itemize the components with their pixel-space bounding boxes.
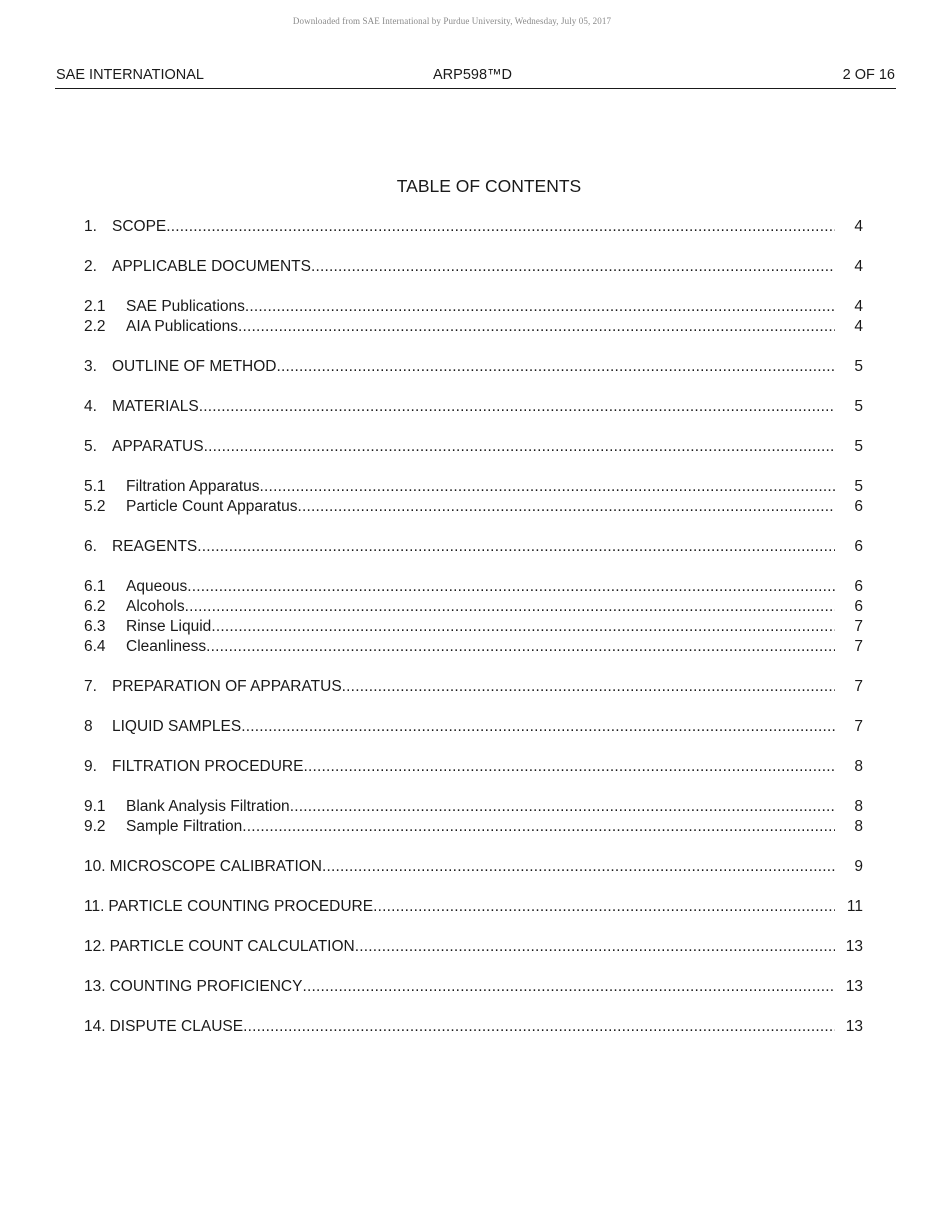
toc-entry-title: REAGENTS ..... [112,538,835,555]
toc-entry-page: 8 [854,798,863,815]
toc-entry[interactable] [84,1017,863,1037]
toc-entry[interactable] [84,297,863,317]
toc-title: TABLE OF CONTENTS [396,176,582,196]
toc-entry-title: AIA Publications ..... [126,318,835,335]
toc-entry-page: 7 [854,638,863,655]
toc-entry-page: 4 [854,318,863,335]
toc-entry[interactable] [84,637,863,657]
toc-entry-number: 6. [84,538,97,555]
toc-entry-title: FILTRATION PROCEDURE ..... [112,758,835,775]
toc-entry-page: 5 [854,478,863,495]
toc-entry-number: 2.1 [84,298,106,315]
toc-entry[interactable] [84,597,863,617]
toc-entry[interactable] [84,757,863,777]
toc-entry-number: 2. [84,258,97,275]
toc-entry-page: 11 [846,898,863,915]
toc-entry-number: 6.3 [84,618,106,635]
toc-entry-page: 4 [854,218,863,235]
toc-entry[interactable] [84,717,863,737]
toc-entry-page: 7 [854,678,863,695]
toc-entry-page: 6 [854,598,863,615]
toc-entry[interactable] [84,357,863,377]
toc-entry-page: 13 [845,1018,863,1035]
toc-entry[interactable] [84,897,863,917]
toc-entry[interactable] [84,217,863,237]
toc-entry-title: SAE Publications ..... [126,298,835,315]
toc-entry[interactable] [84,857,863,877]
toc-entry-title: SCOPE ..... [112,218,835,235]
toc-entry[interactable] [84,977,863,997]
header-page-number: 2 OF 16 [842,67,895,83]
toc-entry-title: MICROSCOPE CALIBRATION ..... [110,858,835,875]
toc-entry-title: PARTICLE COUNTING PROCEDURE ..... [108,898,835,915]
toc-entry-page: 4 [854,298,863,315]
toc-entry-number: 3. [84,358,97,375]
toc-entry-title: LIQUID SAMPLES ..... [112,718,835,735]
toc-entry[interactable] [84,477,863,497]
toc-entry[interactable] [84,537,863,557]
toc-entry-title: Sample Filtration ..... [126,818,835,835]
toc-entry[interactable] [84,437,863,457]
toc-entry-page: 13 [845,938,863,955]
toc-entry-title: DISPUTE CLAUSE ..... [110,1018,835,1035]
toc-entry-page: 5 [854,438,863,455]
toc-entry-page: 8 [854,758,863,775]
toc-entry-title: OUTLINE OF METHOD ..... [112,358,835,375]
toc-entry-page: 4 [854,258,863,275]
toc-entry-title: PREPARATION OF APPARATUS ..... [112,678,835,695]
toc-entry-number: 6.4 [84,638,106,655]
toc-entry-number: 5.1 [84,478,106,495]
toc-entry-number: 12. [84,938,106,955]
toc-entry[interactable] [84,257,863,277]
toc-entry-page: 7 [854,618,863,635]
toc-entry[interactable] [84,577,863,597]
toc-entry[interactable] [84,397,863,417]
toc-entry-number: 11. [84,898,105,915]
toc-entry-number: 1. [84,218,97,235]
toc-entry-page: 5 [854,358,863,375]
toc-entry-title: APPLICABLE DOCUMENTS ..... [112,258,835,275]
toc-entry-title: APPARATUS ..... [112,438,835,455]
toc-entry-title: PARTICLE COUNT CALCULATION ..... [110,938,835,955]
toc-entry-number: 14. [84,1018,106,1035]
toc-entry[interactable] [84,617,863,637]
toc-entry-number: 9. [84,758,97,775]
toc-entry-number: 9.1 [84,798,106,815]
toc-entry-number: 8 [84,718,93,735]
toc-entry-title: MATERIALS ..... [112,398,835,415]
header-organization: SAE INTERNATIONAL [56,67,204,83]
toc-entry-number: 5.2 [84,498,106,515]
toc-entry[interactable] [84,797,863,817]
toc-entry-number: 13. [84,978,106,995]
toc-entry-title: Aqueous ..... [126,578,835,595]
toc-entry-title: Particle Count Apparatus ..... [126,498,835,515]
toc-entry-number: 9.2 [84,818,106,835]
toc-entry[interactable] [84,497,863,517]
toc-entry[interactable] [84,677,863,697]
toc-entry-number: 10. [84,858,106,875]
page-header [55,66,896,89]
toc-entry-number: 4. [84,398,97,415]
toc-entry-page: 5 [854,398,863,415]
toc-entry[interactable] [84,317,863,337]
toc-entry-number: 6.2 [84,598,106,615]
toc-entry[interactable] [84,817,863,837]
toc-entry[interactable] [84,937,863,957]
toc-entry-title: Filtration Apparatus ..... [126,478,835,495]
toc-entry-number: 6.1 [84,578,106,595]
toc-entry-number: 2.2 [84,318,106,335]
table-of-contents [84,217,863,1037]
header-document-id: ARP598™D [433,67,512,83]
toc-entry-number: 7. [84,678,97,695]
toc-entry-title: Rinse Liquid ..... [126,618,835,635]
toc-entry-number: 5. [84,438,97,455]
toc-entry-page: 13 [845,978,863,995]
toc-entry-title: Alcohols ..... [126,598,835,615]
toc-entry-page: 6 [854,578,863,595]
toc-entry-page: 7 [854,718,863,735]
toc-entry-page: 8 [854,818,863,835]
toc-entry-title: COUNTING PROFICIENCY ..... [110,978,835,995]
toc-entry-title: Cleanliness ..... [126,638,835,655]
toc-entry-page: 9 [854,858,863,875]
download-watermark: Downloaded from SAE International by Purdue University, Wednesday, July 05, 2017 [292,16,612,26]
toc-entry-page: 6 [854,498,863,515]
toc-entry-title: Blank Analysis Filtration ..... [126,798,835,815]
toc-entry-page: 6 [854,538,863,555]
